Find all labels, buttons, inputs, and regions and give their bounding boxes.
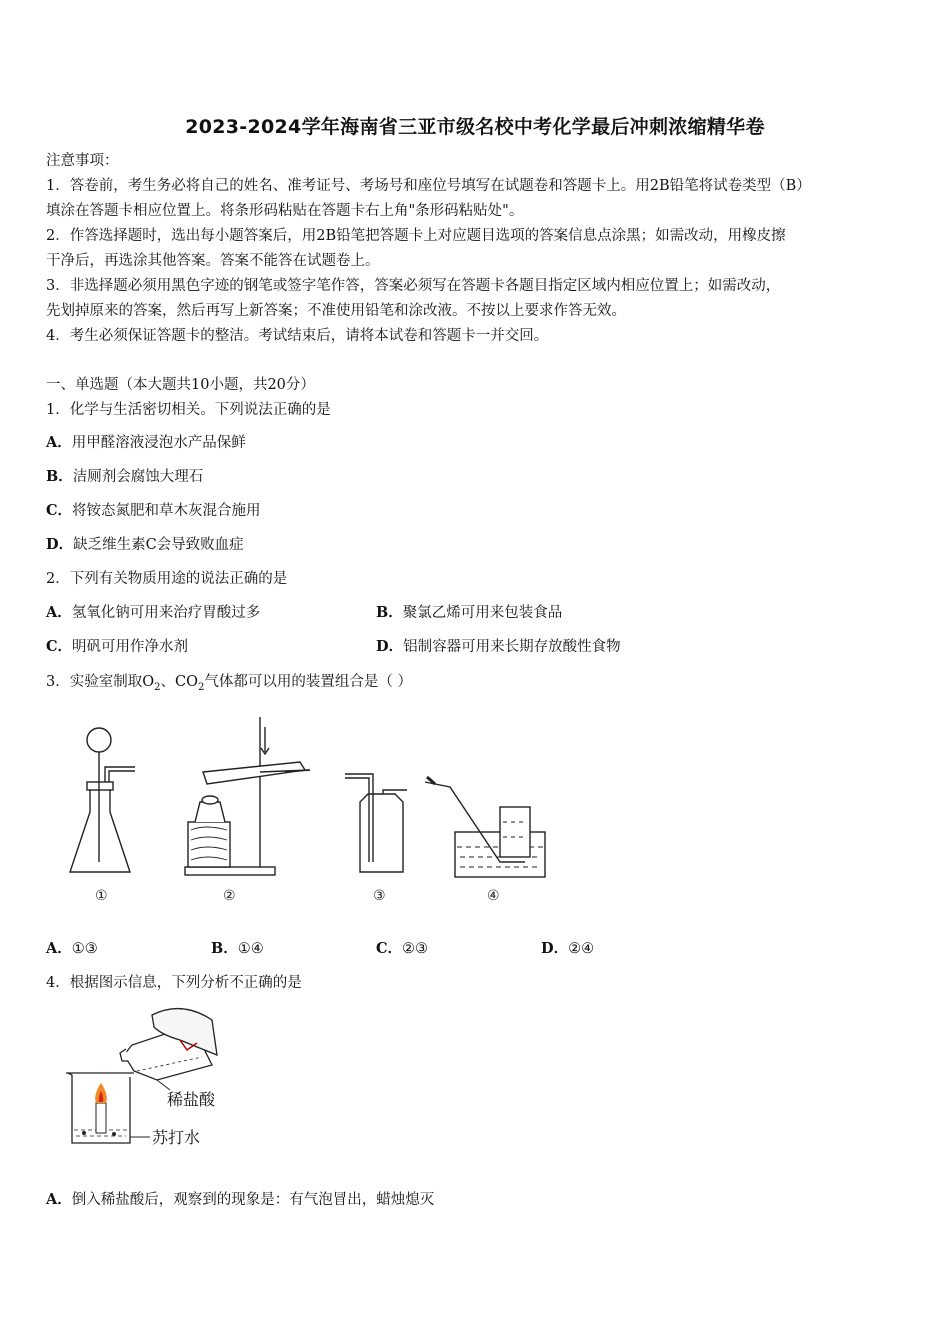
q1-option-a[interactable] [46, 433, 246, 453]
option-text: 缺乏维生素C会导致败血症 [73, 537, 244, 553]
option-text: ②④ [568, 941, 595, 957]
q4-option-a[interactable] [46, 1190, 434, 1210]
option-text: ①④ [237, 941, 264, 957]
stem-part: 3．实验室制取O [46, 674, 155, 690]
notice-line: 3．非选择题必须用黑色字迹的钢笔或签字笔作答，答案必须写在答题卡各题目指定区域内相应位置上；如需改动， [46, 278, 781, 294]
question-4-stem: 4．根据图示信息，下列分析不正确的是 [46, 975, 302, 991]
notice-line: 先划掉原来的答案，然后再写上新答案；不准使用铅笔和涂改液。不按以上要求作答无效。 [46, 303, 626, 319]
option-letter: D． [46, 536, 74, 553]
option-text: 氢氧化钠可用来治疗胃酸过多 [71, 605, 261, 621]
option-letter: D． [376, 638, 404, 655]
option-letter: C． [376, 940, 403, 957]
notice-line: 1．答卷前，考生务必将自己的姓名、准考证号、考场号和座位号填写在试题卷和答题卡上。用2B铅笔将试卷类型（B） [46, 178, 811, 194]
q1-option-c[interactable] [46, 501, 261, 521]
notice-line: 2．作答选择题时，选出每小题答案后，用2B铅笔把答题卡上对应题目选项的答案信息点涂黑；如需改动，用橡皮擦 [46, 228, 786, 244]
q2-option-c[interactable] [46, 637, 188, 657]
option-letter: B． [211, 940, 238, 957]
option-letter: B． [46, 468, 73, 485]
apparatus-figure [55, 712, 565, 912]
subscript: 2 [197, 681, 205, 693]
q3-option-c[interactable] [376, 939, 428, 959]
label-soda-water: 苏打水 [152, 1128, 201, 1147]
page-title: 2023-2024学年海南省三亚市级名校中考化学最后冲刺浓缩精华卷 [185, 116, 765, 138]
section-heading: 一、单选题（本大题共10小题，共20分） [46, 377, 315, 393]
stem-part: 、CO [160, 674, 198, 690]
option-letter: A． [46, 604, 72, 621]
option-text: 洁厕剂会腐蚀大理石 [72, 469, 204, 485]
option-text: 明矾可用作净水剂 [72, 639, 189, 655]
notice-heading: 注意事项： [46, 153, 119, 169]
apparatus-label: ③ [373, 888, 386, 904]
q2-option-b[interactable] [376, 603, 562, 623]
notice-line: 4．考生必须保证答题卡的整洁。考试结束后，请将本试卷和答题卡一并交回。 [46, 328, 549, 344]
option-letter: B． [376, 604, 403, 621]
notice-line: 干净后，再选涂其他答案。答案不能答在试题卷上。 [46, 253, 380, 269]
option-text: ②③ [402, 941, 429, 957]
q3-option-a[interactable] [46, 939, 98, 959]
option-text: 用甲醛溶液浸泡水产品保鲜 [71, 435, 246, 451]
apparatus-label: ② [223, 888, 236, 904]
option-text: 铝制容器可用来长期存放酸性食物 [403, 639, 621, 655]
stem-part: 气体都可以用的装置组合是（ ） [204, 674, 412, 690]
option-letter: A． [46, 1191, 72, 1208]
label-dilute-hcl: 稀盐酸 [167, 1090, 216, 1109]
apparatus-4-trough [425, 777, 545, 877]
beaker-candle-figure [62, 1005, 242, 1150]
notice-line: 填涂在答题卡相应位置上。将条形码粘贴在答题卡右上角"条形码粘贴处"。 [46, 203, 524, 219]
q1-option-b[interactable] [46, 467, 203, 487]
apparatus-label: ① [95, 888, 108, 904]
option-text: ①③ [71, 941, 98, 957]
q3-option-b[interactable] [211, 939, 264, 959]
question-2-stem: 2．下列有关物质用途的说法正确的是 [46, 571, 288, 587]
question-3-stem [46, 672, 412, 698]
option-letter: D． [541, 940, 569, 957]
apparatus-label: ④ [487, 888, 500, 904]
apparatus-1-flask [70, 728, 135, 872]
question-1-stem: 1．化学与生活密切相关。下列说法正确的是 [46, 402, 331, 418]
option-letter: C． [46, 638, 73, 655]
q2-option-d[interactable] [376, 637, 621, 657]
leader-line [157, 1080, 170, 1090]
option-text: 将铵态氮肥和草木灰混合施用 [72, 503, 261, 519]
option-letter: A． [46, 434, 72, 451]
q3-option-d[interactable] [541, 939, 594, 959]
q2-option-a[interactable] [46, 603, 260, 623]
option-letter: C． [46, 502, 73, 519]
pouring-bottle [120, 1009, 217, 1080]
apparatus-3-bottle [345, 774, 407, 872]
subscript: 2 [154, 681, 161, 693]
apparatus-2-heating [185, 717, 310, 875]
candle [95, 1083, 107, 1133]
option-text: 聚氯乙烯可用来包装食品 [402, 605, 563, 621]
option-letter: A． [46, 940, 72, 957]
q1-option-d[interactable] [46, 535, 244, 555]
option-text: 倒入稀盐酸后，观察到的现象是：有气泡冒出，蜡烛熄灭 [71, 1192, 435, 1208]
